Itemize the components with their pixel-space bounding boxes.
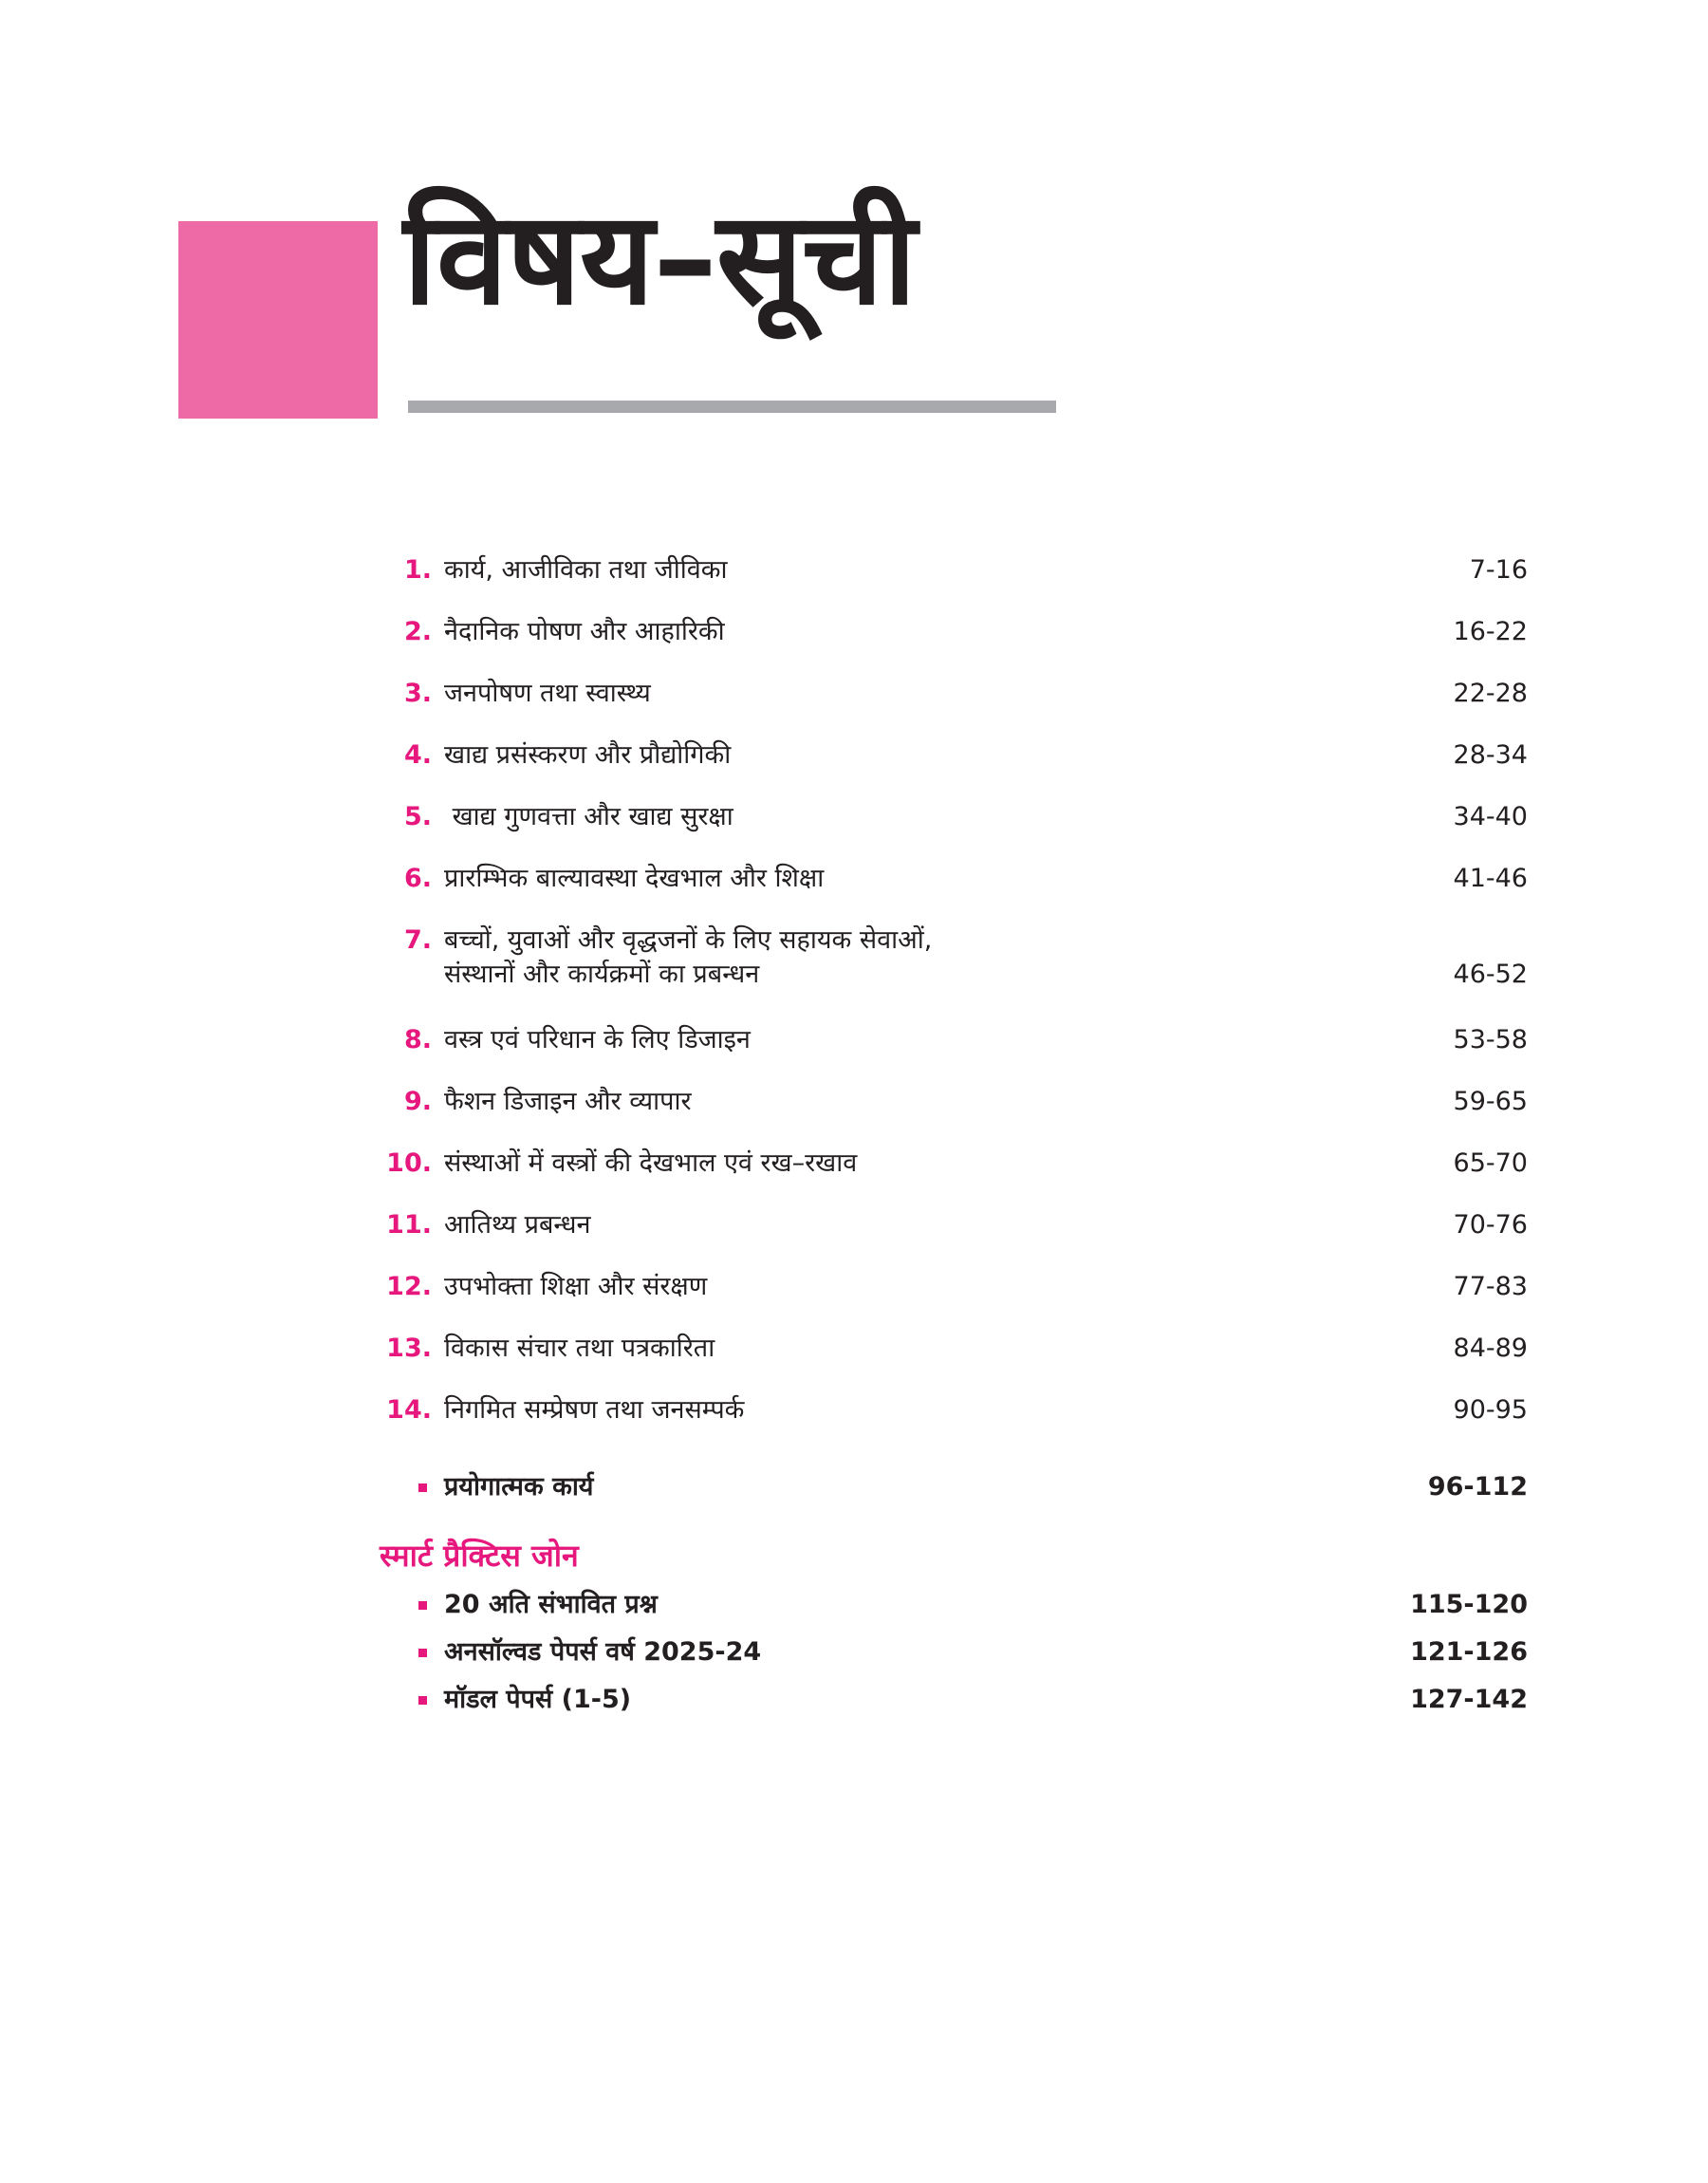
chapter-title: आतिथ्य प्रबन्धन — [444, 1210, 591, 1240]
entry-title: प्रयोगात्मक कार्य — [444, 1472, 594, 1502]
decorative-pink-square — [178, 221, 378, 419]
chapter-title — [444, 924, 932, 992]
page-range: 115-120 — [1410, 1590, 1528, 1619]
bullet-square — [418, 1601, 427, 1610]
chapter-number: 5. — [403, 802, 432, 831]
page-range: 16-22 — [1453, 617, 1528, 646]
chapter-title: उपभोक्ता शिक्षा और संरक्षण — [444, 1272, 708, 1301]
chapter-number: 2. — [403, 617, 432, 646]
page-range: 53-58 — [1453, 1025, 1528, 1054]
page-range: 41-46 — [1453, 864, 1528, 893]
page-range: 127-142 — [1410, 1685, 1528, 1714]
page-range: 28-34 — [1453, 740, 1528, 770]
chapter-number: 8. — [403, 1025, 432, 1054]
page-range: 7-16 — [1469, 555, 1528, 585]
page-range: 65-70 — [1453, 1148, 1528, 1178]
chapter-number: 9. — [403, 1087, 432, 1116]
chapter-title: प्रारम्भिक बाल्यावस्था देखभाल और शिक्षा — [444, 864, 825, 893]
title-underline — [408, 401, 1056, 413]
page-range: 77-83 — [1453, 1272, 1528, 1301]
chapter-title: फैशन डिजाइन और व्यापार — [444, 1087, 692, 1116]
chapter-number: 3. — [403, 679, 432, 708]
bullet-square — [418, 1696, 427, 1705]
chapter-title-line-1: बच्चों, युवाओं और वृद्धजनों के लिए सहायक सेवाओं, — [444, 925, 933, 955]
chapter-number: 12. — [386, 1272, 432, 1301]
chapter-title: खाद्य प्रसंस्करण और प्रौद्योगिकी — [444, 740, 732, 770]
chapter-title: संस्थाओं में वस्त्रों की देखभाल एवं रख–रखाव — [444, 1148, 858, 1178]
page-range: 59-65 — [1453, 1087, 1528, 1116]
chapter-number: 13. — [386, 1334, 432, 1363]
smart-zone-heading: स्मार्ट प्रैक्टिस जोन — [380, 1538, 579, 1574]
chapter-title: नैदानिक पोषण और आहारिकी — [444, 617, 725, 646]
chapter-number: 11. — [386, 1210, 432, 1240]
page-range: 90-95 — [1453, 1395, 1528, 1425]
page-range: 96-112 — [1427, 1472, 1528, 1502]
page-range: 22-28 — [1453, 679, 1528, 708]
chapter-title: जनपोषण तथा स्वास्थ्य — [444, 679, 651, 708]
page-range: 84-89 — [1453, 1334, 1528, 1363]
chapter-title: कार्य, आजीविका तथा जीविका — [444, 555, 728, 585]
page-range: 70-76 — [1453, 1210, 1528, 1240]
chapter-number: 4. — [403, 740, 432, 770]
page-title: विषय–सूची — [403, 184, 916, 333]
bullet-square — [418, 1483, 427, 1492]
chapter-number: 1. — [403, 555, 432, 585]
entry-title: 20 अति संभावित प्रश्न — [444, 1590, 658, 1619]
bullet-square — [418, 1649, 427, 1657]
chapter-title: खाद्य गुणवत्ता और खाद्य सुरक्षा — [444, 802, 733, 831]
chapter-title: वस्त्र एवं परिधान के लिए डिजाइन — [444, 1025, 751, 1054]
page-range: 121-126 — [1410, 1637, 1528, 1667]
chapter-title: विकास संचार तथा पत्रकारिता — [444, 1334, 715, 1363]
chapter-number: 14. — [386, 1395, 432, 1425]
page-range: 34-40 — [1453, 802, 1528, 831]
entry-title: अनसॉल्वड पेपर्स वर्ष 2025-24 — [444, 1637, 762, 1667]
chapter-number: 6. — [403, 864, 432, 893]
chapter-title: निगमित सम्प्रेषण तथा जनसम्पर्क — [444, 1395, 745, 1425]
chapter-number: 10. — [386, 1148, 432, 1178]
entry-title: मॉडल पेपर्स (1-5) — [444, 1685, 632, 1714]
chapter-title-line-2: संस्थानों और कार्यक्रमों का प्रबन्धन — [444, 960, 760, 989]
page-range: 46-52 — [1453, 960, 1528, 989]
chapter-number: 7. — [403, 925, 432, 955]
